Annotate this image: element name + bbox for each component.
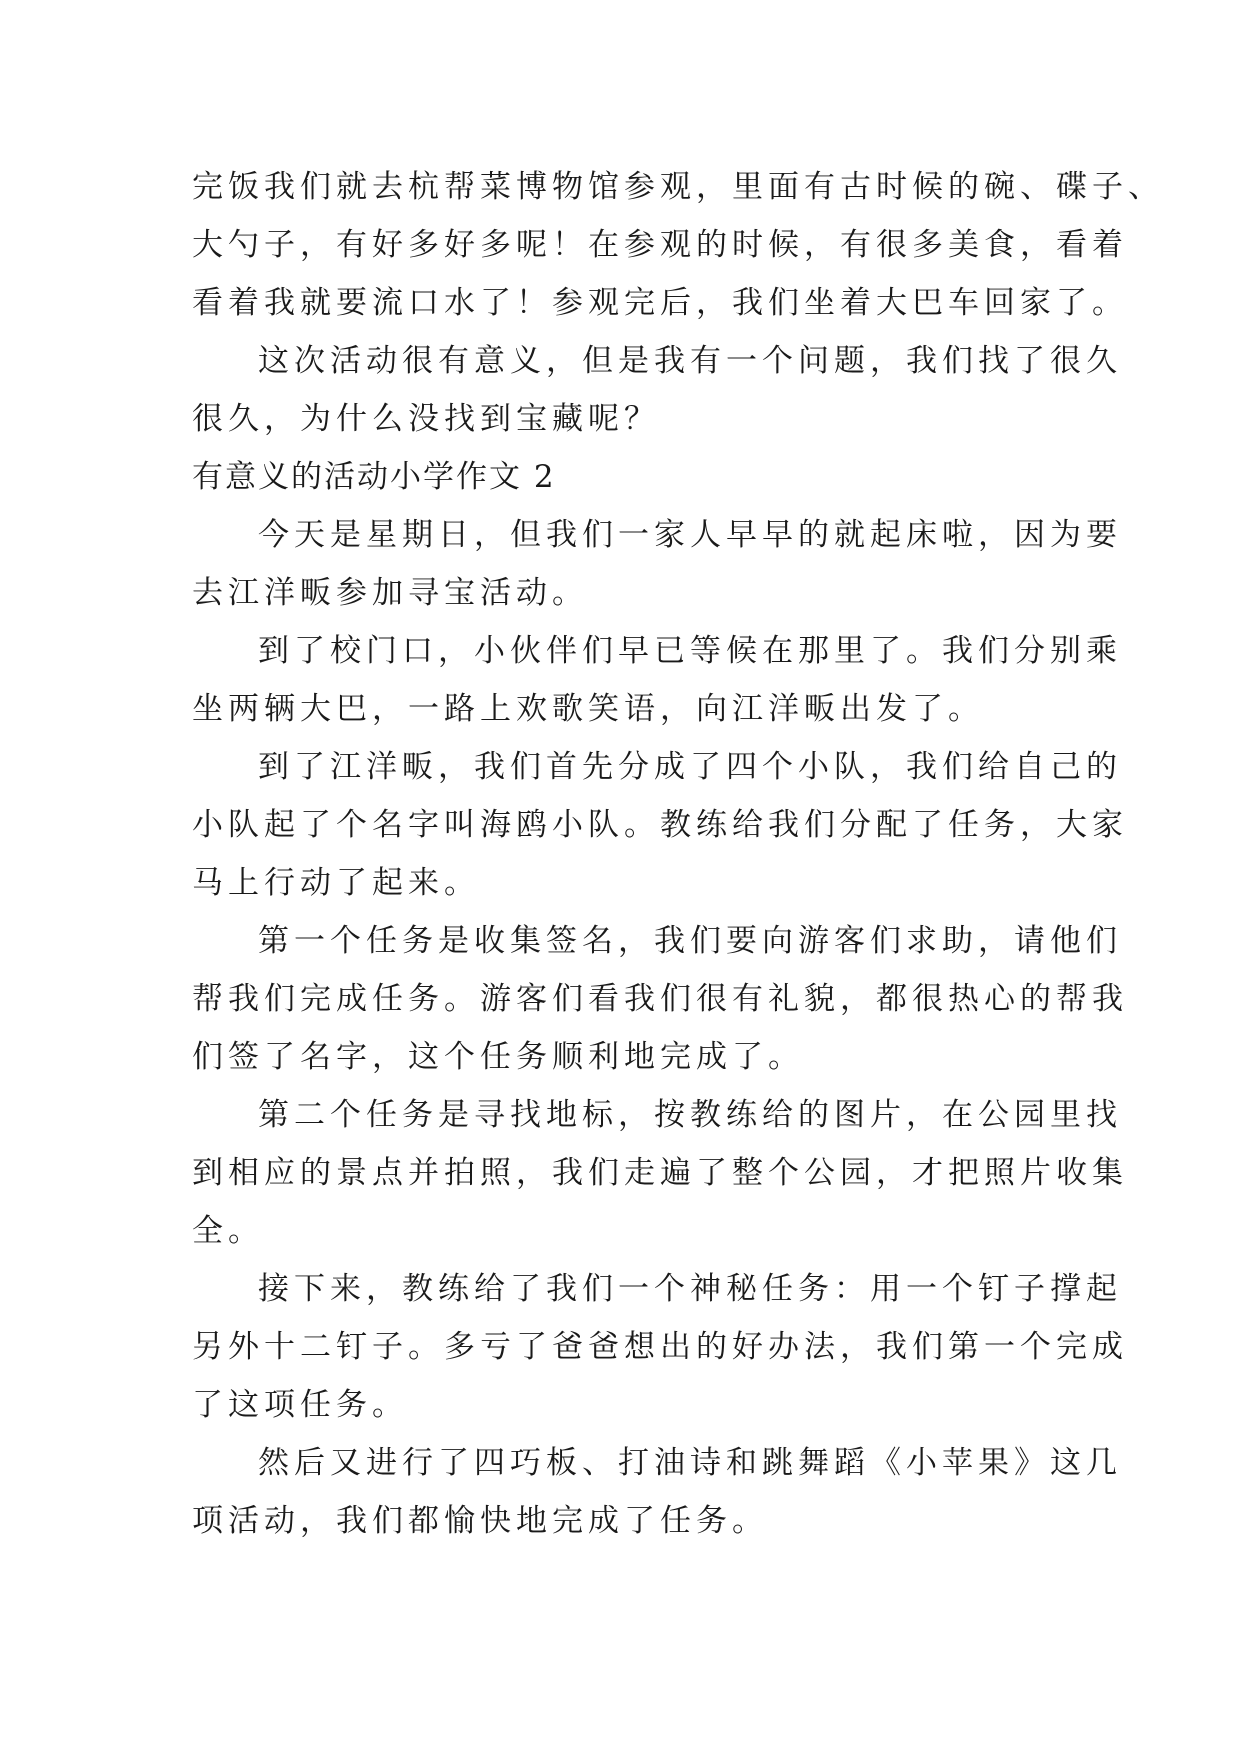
paragraph-line: 大勺子，有好多好多呢！在参观的时候，有很多美食，看着 — [192, 227, 1128, 263]
paragraph-line: 全。 — [192, 1213, 264, 1249]
paragraph-line: 很久，为什么没找到宝藏呢？ — [192, 401, 660, 437]
paragraph-line: 马上行动了起来。 — [192, 865, 480, 901]
paragraph-line: 第二个任务是寻找地标，按教练给的图片，在公园里找 — [258, 1097, 1122, 1133]
essay-heading: 有意义的活动小学作文 2 — [192, 459, 556, 495]
paragraph-line: 第一个任务是收集签名，我们要向游客们求助，请他们 — [258, 923, 1122, 959]
paragraph-line: 们签了名字，这个任务顺利地完成了。 — [192, 1039, 804, 1075]
paragraph-line: 然后又进行了四巧板、打油诗和跳舞蹈《小苹果》这几 — [258, 1445, 1122, 1481]
paragraph-line: 小队起了个名字叫海鸥小队。教练给我们分配了任务，大家 — [192, 807, 1128, 843]
paragraph-line: 另外十二钉子。多亏了爸爸想出的好办法，我们第一个完成 — [192, 1329, 1128, 1365]
paragraph-line: 项活动，我们都愉快地完成了任务。 — [192, 1503, 768, 1539]
paragraph-line: 这次活动很有意义，但是我有一个问题，我们找了很久 — [258, 343, 1122, 379]
paragraph-line: 看着我就要流口水了！参观完后，我们坐着大巴车回家了。 — [192, 285, 1128, 321]
paragraph-line: 坐两辆大巴，一路上欢歌笑语，向江洋畈出发了。 — [192, 691, 984, 727]
paragraph-line: 到相应的景点并拍照，我们走遍了整个公园，才把照片收集 — [192, 1155, 1128, 1191]
paragraph-line: 完饭我们就去杭帮菜博物馆参观，里面有古时候的碗、碟子、 — [192, 169, 1164, 205]
paragraph-line: 到了校门口，小伙伴们早已等候在那里了。我们分别乘 — [258, 633, 1122, 669]
essay-body — [192, 158, 1164, 1550]
paragraph-line: 接下来，教练给了我们一个神秘任务：用一个钉子撑起 — [258, 1271, 1122, 1307]
paragraph-line: 帮我们完成任务。游客们看我们很有礼貌，都很热心的帮我 — [192, 981, 1128, 1017]
paragraph-line: 了这项任务。 — [192, 1387, 408, 1423]
paragraph-line: 今天是星期日，但我们一家人早早的就起床啦，因为要 — [258, 517, 1122, 553]
paragraph-line: 到了江洋畈，我们首先分成了四个小队，我们给自己的 — [258, 749, 1122, 785]
paragraph-line: 去江洋畈参加寻宝活动。 — [192, 575, 588, 611]
